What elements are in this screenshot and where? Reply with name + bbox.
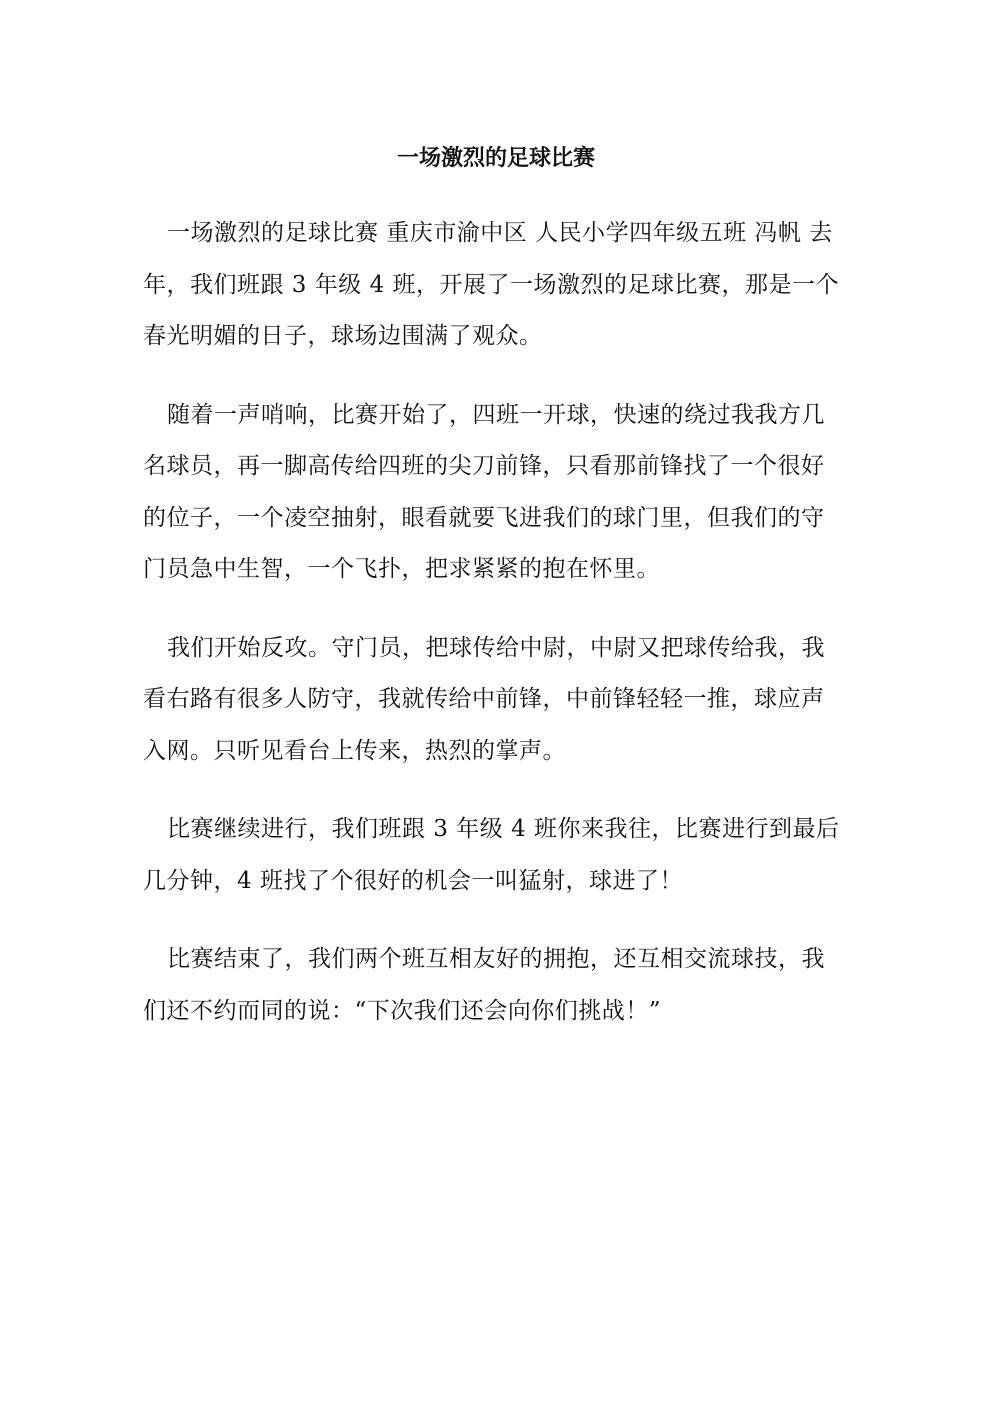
document-body [143,208,843,1064]
paragraph-4: 比赛继续进行，我们班跟 3 年级 4 班你来我往，比赛进行到最后几分钟，4 班找了个很好的机会一叫猛射，球进了！ [143,816,840,894]
paragraph-1: 一场激烈的足球比赛 重庆市渝中区 人民小学四年级五班 冯帆 去年，我们班跟 3 年级 4 班，开展了一场激烈的足球比赛，那是一个春光明媚的日子，球场边围满了观众。 [143,220,840,349]
document-title: 一场激烈的足球比赛 [396,145,595,171]
paragraph-5: 比赛结束了，我们两个班互相友好的拥抱，还互相交流球技，我们还不约而同的说：“下次我们还会向你们挑战！” [143,946,825,1024]
paragraph-2: 随着一声哨响，比赛开始了，四班一开球，快速的绕过我我方几名球员，再一脚高传给四班的尖刀前锋，只看那前锋找了一个很好的位子，一个凌空抽射，眼看就要飞进我们的球门里，但我们的守门员急中生智，一个飞扑，把求紧紧的抱在怀里。 [143,401,825,582]
paragraph-3: 我们开始反攻。守门员，把球传给中尉，中尉又把球传给我，我看右路有很多人防守，我就传给中前锋，中前锋轻轻一推，球应声入网。只听见看台上传来，热烈的掌声。 [143,634,825,764]
